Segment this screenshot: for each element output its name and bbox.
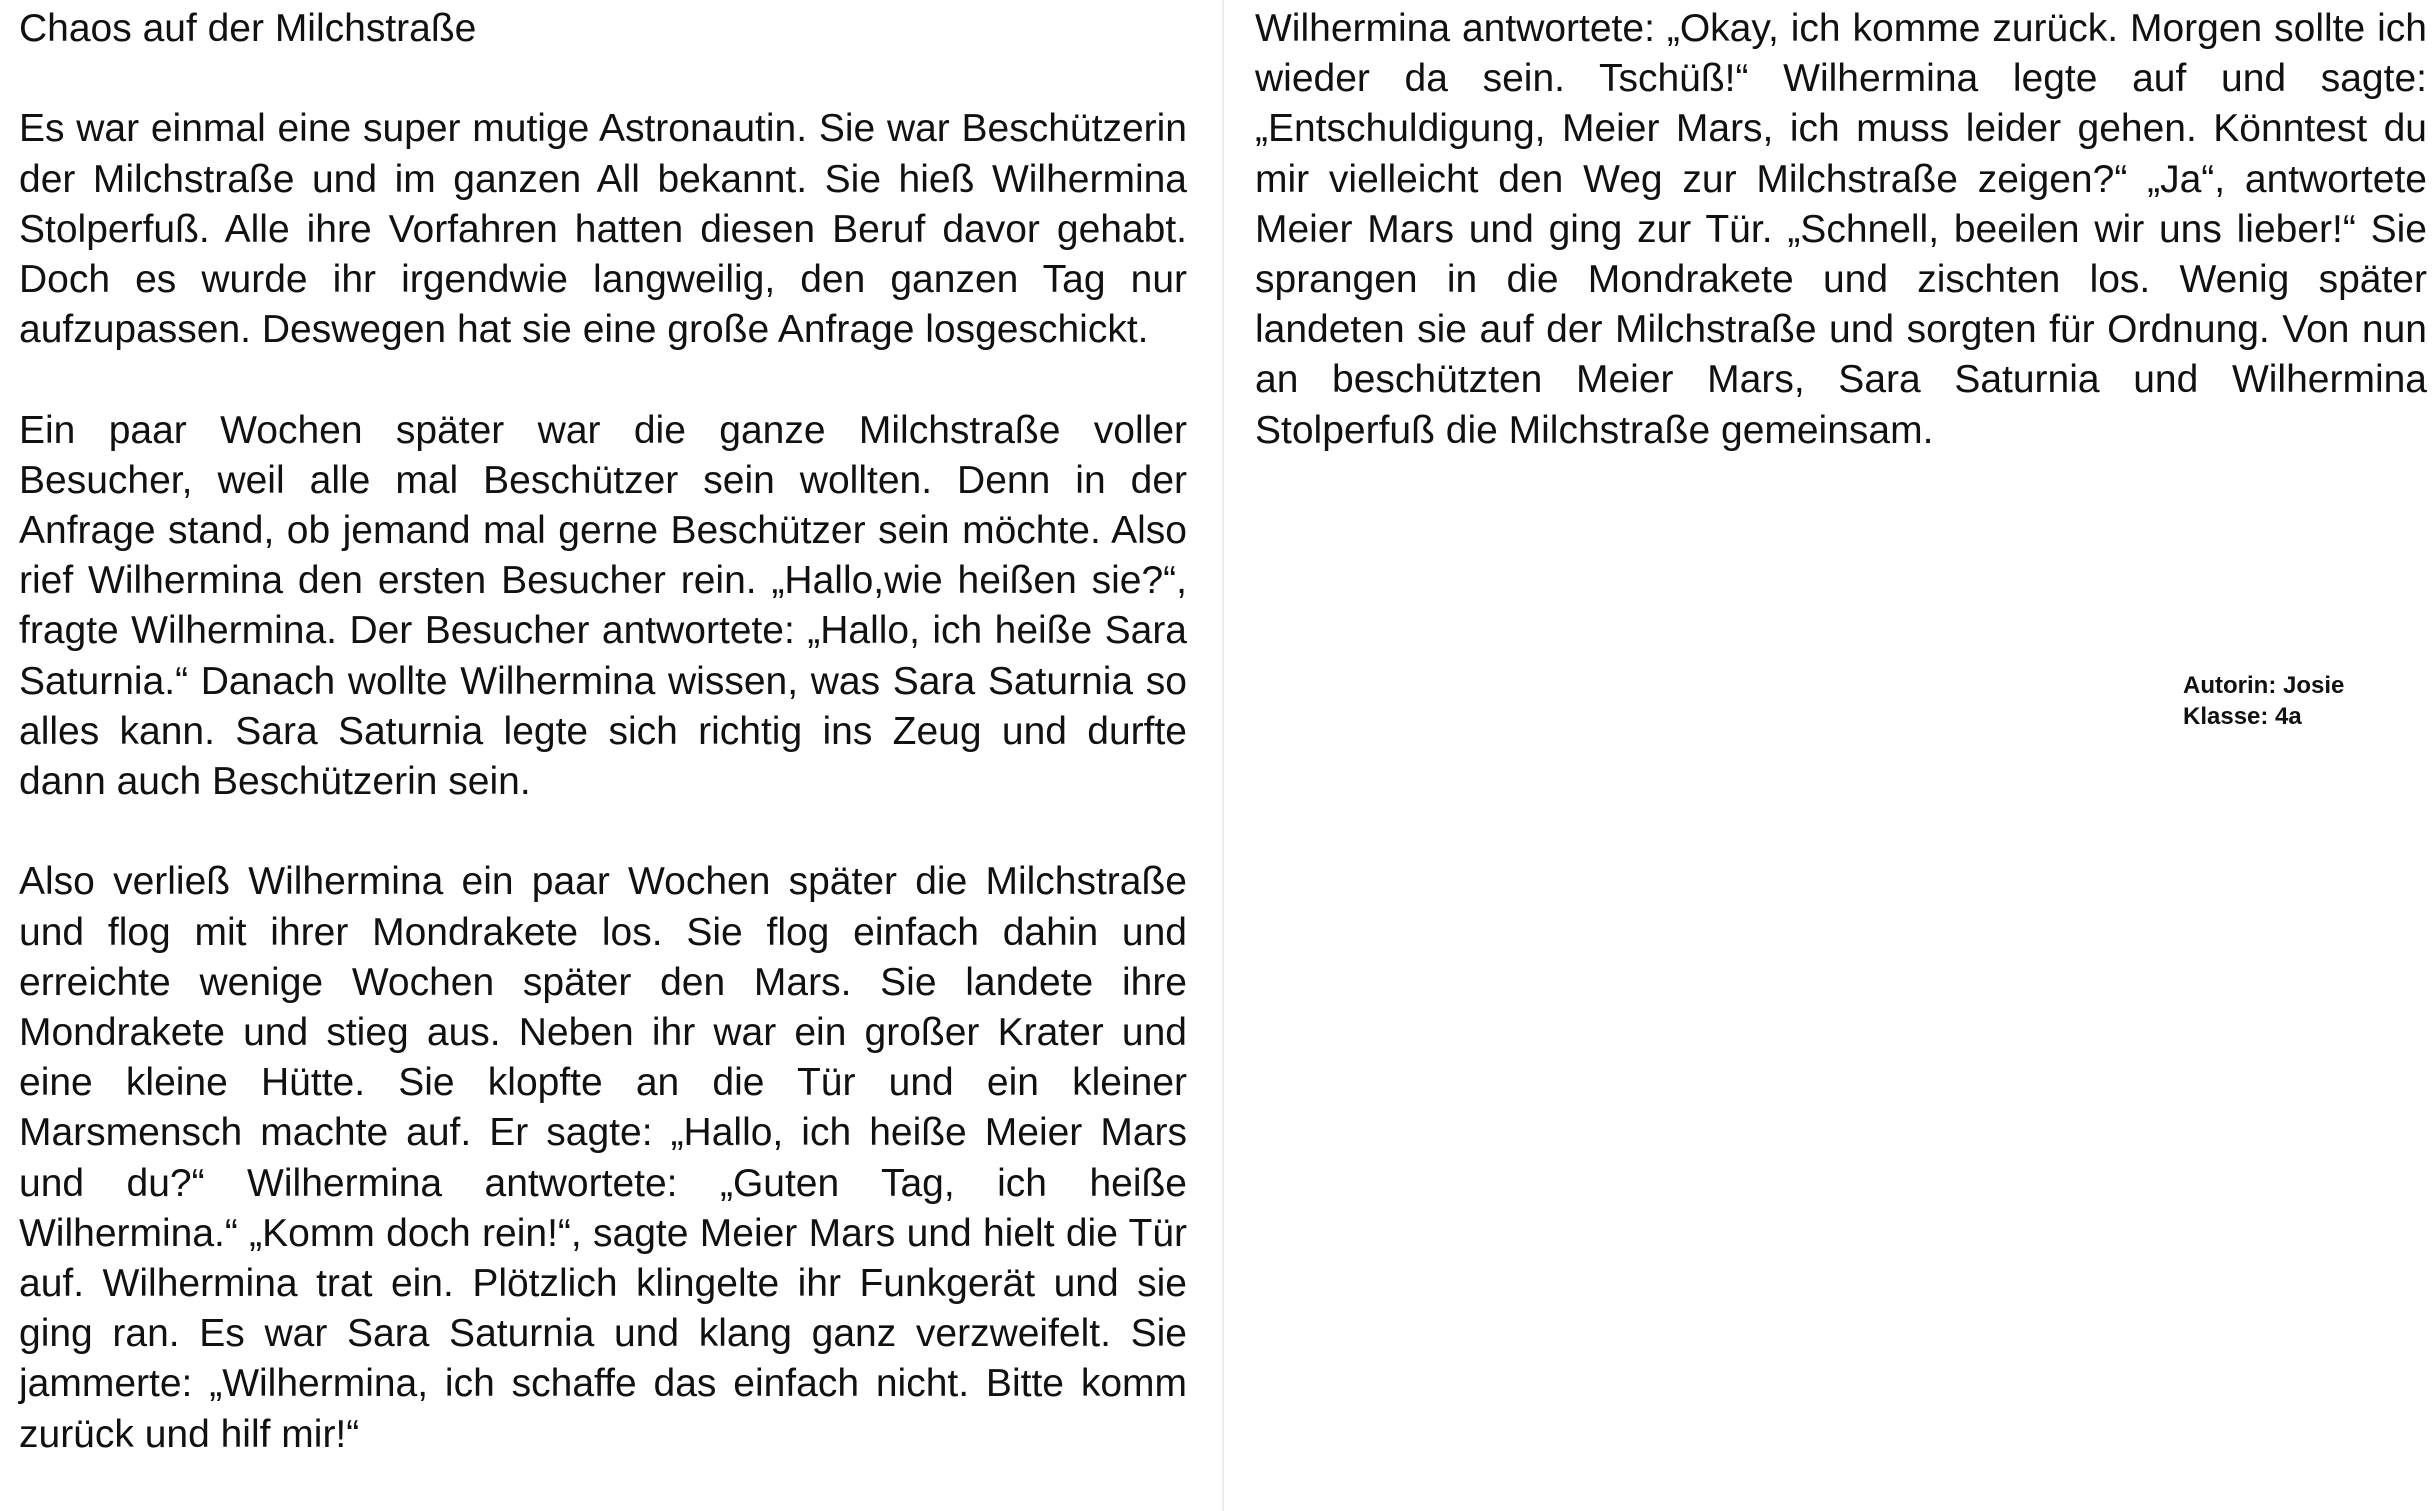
title-spacer bbox=[19, 54, 1187, 104]
author-class: Klasse: 4a bbox=[2183, 703, 2302, 730]
left-column bbox=[19, 4, 1187, 1510]
author-name: Autorin: Josie bbox=[2183, 672, 2345, 699]
story-paragraph-3: Also verließ Wilhermina ein paar Wochen später die Milchstraße und flog mit ihrer Mondrakete los. Sie flog einfach dahin und erreichte wenige Wochen später den Mars. Sie landete ihre Mondrakete und stieg aus. Neben ihr war ein großer Krater und eine kleine Hütte. Sie klopfte an die Tür und ein kleiner Marsmensch machte auf. Er sagte: „Hallo, ich heiße Meier Mars und du?“ Wilhermina antwortete: „Guten Tag, ich heiße Wilhermina.“ „Komm doch rein!“, sagte Meier Mars und hielt die Tür auf. Wilhermina trat ein. Plötzlich klingelte ihr Funkgerät und sie ging ran. Es war Sara Saturnia und klang ganz verzweifelt. Sie jammerte: „Wilhermina, ich schaffe das einfach nicht. Bitte komm zurück und hilf mir!“ bbox=[19, 860, 1187, 1456]
author-byline bbox=[2183, 670, 2344, 732]
right-column bbox=[1255, 4, 2427, 506]
story-paragraph-1: Es war einmal eine super mutige Astronautin. Sie war Beschützerin der Milchstraße und im ganzen All bekannt. Sie hieß Wilhermina Stolperfuß. Alle ihre Vorfahren hatten diesen Beruf davor gehabt. Doch es wurde ihr irgendwie langweilig, den ganzen Tag nur aufzupassen. Deswegen hat sie eine große Anfrage losgeschickt. bbox=[19, 107, 1187, 352]
story-paragraph-4: Wilhermina antwortete: „Okay, ich komme zurück. Morgen sollte ich wieder da sein. Tschüß!“ Wilhermina legte auf und sagte: „Entschuldigung, Meier Mars, ich muss leider gehen. Könntest du mir vielleicht den Weg zur Milchstraße zeigen?“ „Ja“, antwortete Meier Mars und ging zur Tür. „Schnell, beeilen wir uns lieber!“ Sie sprangen in die Mondrakete und zischten los. Wenig später landeten sie auf der Milchstraße und sorgten für Ordnung. Von nun an beschützten Meier Mars, Sara Saturnia und Wilhermina Stolperfuß die Milchstraße gemeinsam. bbox=[1255, 7, 2427, 452]
story-paragraph-2: Ein paar Wochen später war die ganze Milchstraße voller Besucher, weil alle mal Beschützer sein wollten. Denn in der Anfrage stand, ob jemand mal gerne Beschützer sein möchte. Also rief Wilhermina den ersten Besucher rein. „Hallo,wie heißen sie?“, fragte Wilhermina. Der Besucher antwortete: „Hallo, ich heiße Sara Saturnia.“ Danach wollte Wilhermina wissen, was Sara Saturnia so alles kann. Sara Saturnia legte sich richtig ins Zeug und durfte dann auch Beschützerin sein. bbox=[19, 408, 1187, 804]
document-title: Chaos auf der Milchstraße bbox=[19, 7, 477, 50]
